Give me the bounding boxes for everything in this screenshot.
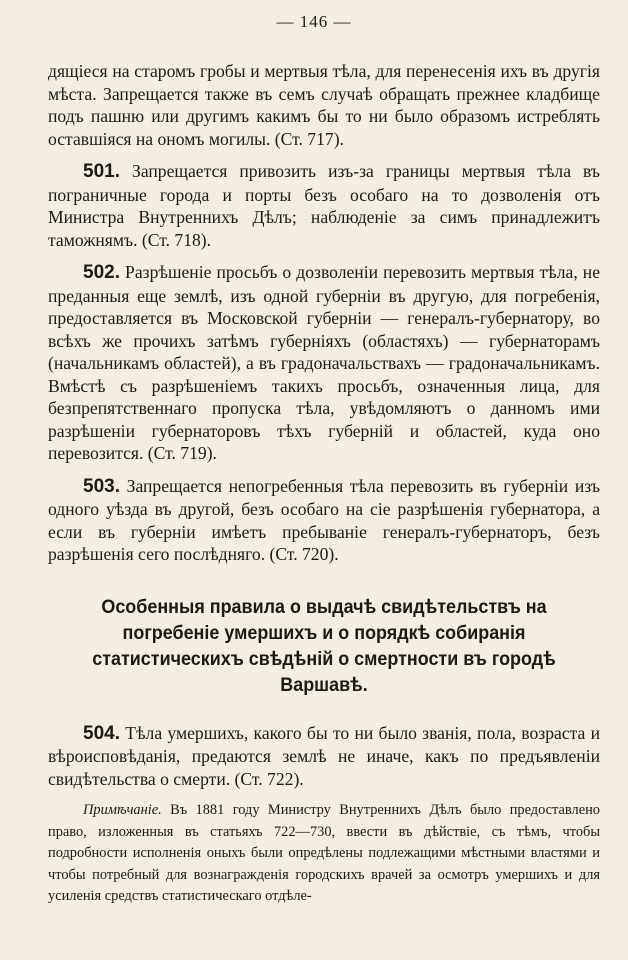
article-text: Запрещается непогребенныя тѣла перевозить въ губерніи изъ одного уѣзда въ другой, безъ особаго на сіе разрѣшенія губернатора, а если въ губерніи имѣетъ пребываніе генералъ-губернаторъ, безъ разрѣшенія сего послѣдняго. (Ст. 720). — [48, 475, 600, 564]
article-number: 501. — [83, 161, 120, 182]
article-number: 504. — [83, 722, 120, 744]
article-text: Запрещается привозить изъ-за границы мертвыя тѣла въ пограничные города и порты безъ особаго на то дозволенія отъ Министра Внутреннихъ Дѣлъ; наблюденіе за симъ принадлежитъ таможнямъ. (Ст. 718). — [48, 161, 600, 250]
article-501 — [48, 160, 600, 251]
page-number: — 146 — — [276, 12, 352, 31]
article-text: Разрѣшеніе просьбъ о дозволеніи перевозить мертвыя тѣла, не преданныя еще землѣ, изъ одной губерніи въ другую, для погребенія, предоставляется въ Московской губерніи — генералъ-губернатору, во всѣхъ же прочихъ затѣмъ губерніяхъ (областяхъ) — губернаторамъ (начальникамъ областей), а въ градоначальствахъ — градоначальникамъ. Вмѣстѣ съ разрѣшеніемъ такихъ просьбъ, означенныя лица, для безпрепятственнаго пропуска тѣла, увѣдомляютъ о данномъ ими разрѣшеніи губернаторовъ тѣхъ губерній и областей, куда оно перевозится. (Ст. 719). — [48, 262, 600, 463]
page-body — [48, 60, 600, 908]
footnote-text: Въ 1881 году Министру Внутреннихъ Дѣлъ было предоставлено право, изложенныя въ статьяхъ 722—730, ввести въ дѣйствіе, съ тѣмъ, чтобы подробности исполненія оныхъ были опредѣлены подлежащими мѣстными властями и чтобы потребный для вознагражденія городскихъ врачей за осмотръ умершихъ и для усиленія средствъ статистическаго отдѣле- — [48, 802, 600, 904]
footnote-label: Примѣчаніе. — [83, 802, 162, 818]
section-heading: Особенныя правила о выдачѣ свидѣтельствъ на погребеніе умершихъ и о порядкѣ собиранія статистическихъ свѣдѣній о смертности въ городѣ Варшавѣ. — [92, 595, 556, 696]
article-number: 502. — [83, 262, 120, 283]
article-502 — [48, 261, 600, 465]
continued-paragraph: дящіеся на старомъ гробы и мертвыя тѣла, для перенесенія ихъ въ другія мѣста. Запрещается также въ семъ случаѣ обращать прежнее кладбище подъ пашню или другимъ какимъ бы то ни было образомъ истреблять оставшіяся на ономъ могилы. (Ст. 717). — [48, 61, 600, 149]
article-text: Тѣла умершихъ, какого бы то ни было званія, пола, возраста и вѣроисповѣданія, предаются землѣ не иначе, какъ по предъявленіи свидѣтельства о смерти. (Ст. 722). — [48, 722, 600, 789]
article-number: 503. — [83, 475, 120, 497]
article-504 — [48, 722, 600, 791]
footnote — [48, 800, 600, 908]
article-503 — [48, 475, 600, 566]
